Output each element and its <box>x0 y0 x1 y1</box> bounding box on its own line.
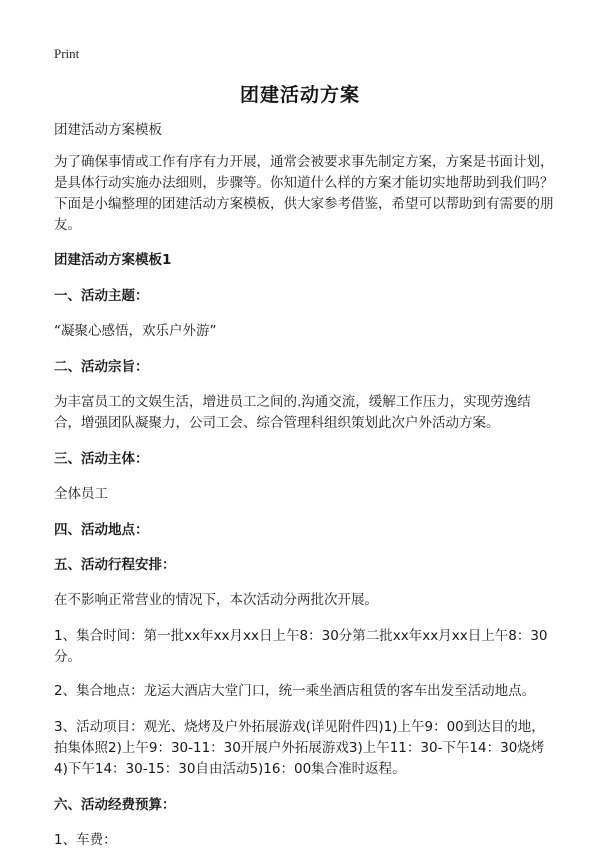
section-body-schedule: 在不影响正常营业的情况下，本次活动分两批次开展。 <box>54 592 378 608</box>
section-body-purpose: 为丰富员工的文娱生活，增进员工之间的.沟通交流，缓解工作压力，实现劳逸结合，增强团队凝聚力，公司工会、综合管理科组织策划此次户外活动方案。 <box>54 394 531 431</box>
section-body-participants: 全体员工 <box>54 486 108 502</box>
document-body <box>54 120 554 866</box>
section-body-theme: “凝聚心感悟，欢乐户外游” <box>54 323 217 339</box>
section-heading-budget: 六、活动经费预算： <box>54 797 176 813</box>
section-heading-schedule: 五、活动行程安排： <box>54 557 176 573</box>
schedule-item-activities: 3、活动项目：观光、烧烤及户外拓展游戏(详见附件四)1)上午9：00到达目的地，拍集体照2)上午9：30-11：30开展户外拓展游戏3)上午11：30-下午14：30烧烤4)下午14：30-15：30自由活动5)16：00集合准时返程。 <box>54 719 545 777</box>
intro-paragraph: 为了确保事情或工作有序有力开展，通常会被要求事先制定方案，方案是书面计划，是具体行动实施办法细则，步骤等。你知道什么样的方案才能切实地帮助到我们吗？下面是小编整理的团建活动方案模板，供大家参考借鉴，希望可以帮助到有需要的朋友。 <box>54 154 554 233</box>
document-title: 团建活动方案 <box>239 84 360 106</box>
budget-item-transport: 1、车费： <box>54 832 117 848</box>
schedule-item-place: 2、集合地点：龙运大酒店大堂门口，统一乘坐酒店租赁的客车出发至活动地点。 <box>54 683 536 699</box>
schedule-item-time: 1、集合时间：第一批xx年xx月xx日上午8：30分第二批xx年xx月xx日上午8：30分。 <box>54 628 548 665</box>
section-heading-location: 四、活动地点： <box>54 522 149 538</box>
section-heading-purpose: 二、活动宗旨： <box>54 359 149 375</box>
document-subtitle: 团建活动方案模板 <box>54 122 162 138</box>
section-heading-participants: 三、活动主体： <box>54 451 149 467</box>
print-label: Print <box>54 46 80 61</box>
template-heading: 团建活动方案模板1 <box>54 252 172 268</box>
section-heading-theme: 一、活动主题： <box>54 288 149 304</box>
